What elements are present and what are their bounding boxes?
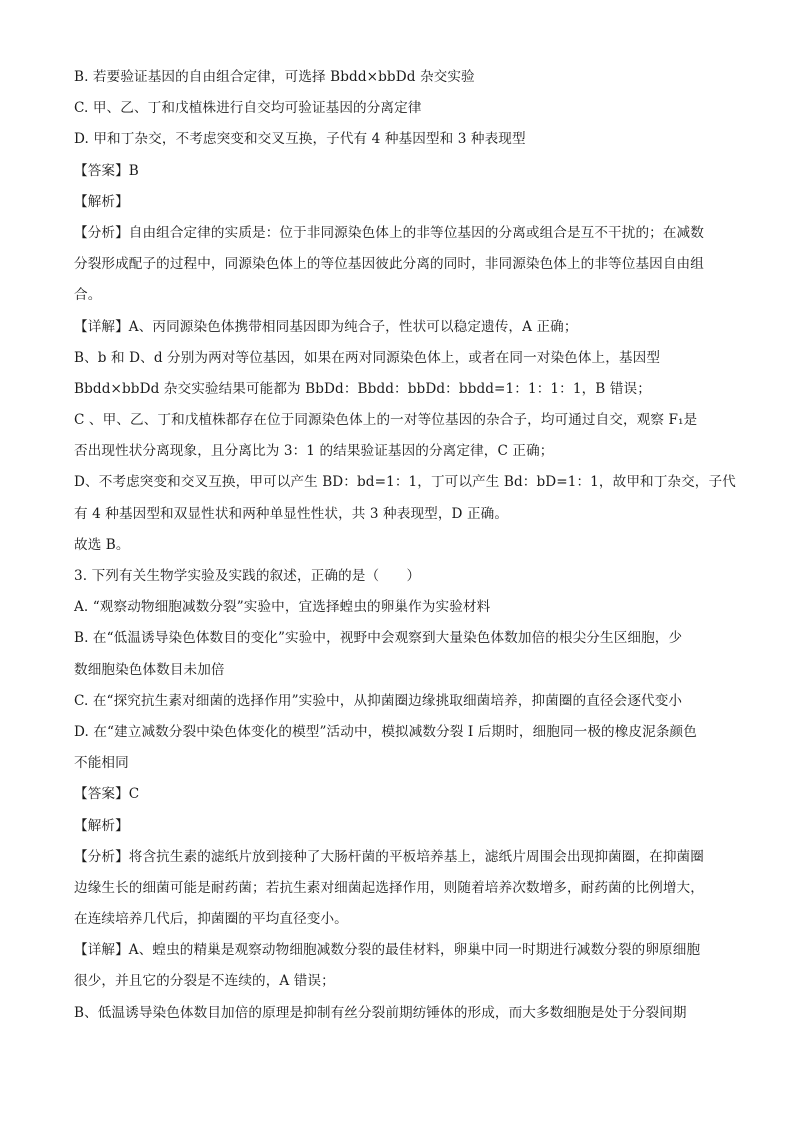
detail-paragraph-line: B、b 和 D、d 分别为两对等位基因，如果在两对同源染色体上，或者在同一对染色体上，基因型	[74, 349, 661, 366]
option-b-text: B. 若要验证基因的自由组合定律，可选择 Bbdd×bbDd 杂交实验	[74, 69, 475, 85]
q3-analysis-paragraph-line: 边缘生长的细菌可能是耐药菌；若抗生素对细菌起选择作用，则随着培养次数增多，耐药菌的比例增大，	[74, 879, 704, 896]
detail-paragraph-line: 【详解】A、丙同源染色体携带相同基因即为纯合子，性状可以稳定遗传，A 正确；	[74, 318, 578, 335]
q3-option-d: D. 在“建立减数分裂中染色体变化的模型”活动中，模拟减数分裂 I 后期时，细胞同一极的橡皮泥条颜色	[74, 723, 697, 740]
q3-option-b: B. 在“低温诱导染色体数目的变化”实验中，视野中会观察到大量染色体数加倍的根尖分生区细胞，少	[74, 630, 683, 647]
detail-paragraph-line: Bbdd×bbDd 杂交实验结果可能都为 BbDd：Bbdd：bbDd：bbdd=1：1：1：1，B 错误；	[74, 380, 651, 397]
q3-answer-label: 【答案】C	[74, 786, 140, 803]
q3-analysis-paragraph-line: 【分析】将含抗生素的滤纸片放到接种了大肠杆菌的平板培养基上，滤纸片周围会出现抑菌圈，在抑菌圈	[74, 848, 704, 865]
detail-paragraph-line: 有 4 种基因型和双显性状和两种单显性性状，共 3 种表现型，D 正确。	[74, 505, 509, 522]
option-c-text: C. 甲、乙、丁和戊植株进行自交均可验证基因的分离定律	[74, 100, 422, 117]
document-page	[74, 62, 736, 1029]
analysis-paragraph-line: 【分析】自由组合定律的实质是：位于非同源染色体上的非等位基因的分离或组合是互不干扰的；在减数	[74, 224, 704, 241]
q3-analysis-label: 【解析】	[74, 817, 129, 834]
q3-detail-paragraph-line: B、低温诱导染色体数目加倍的原理是抑制有丝分裂前期纺锤体的形成，而大多数细胞是处于分裂间期	[74, 1004, 687, 1021]
q3-detail-paragraph-line: 【详解】A、蝗虫的精巢是观察动物细胞减数分裂的最佳材料，卵巢中同一时期进行减数分裂的卵原细胞	[74, 942, 701, 959]
detail-paragraph-line: D、不考虑突变和交叉互换，甲可以产生 BD：bd=1：1，丁可以产生 Bd：bD=1：1，故甲和丁杂交，子代	[74, 474, 736, 491]
option-d-text: D. 甲和丁杂交，不考虑突变和交叉互换，子代有 4 种基因型和 3 种表现型	[74, 131, 526, 148]
detail-paragraph-line: 否出现性状分离现象，且分离比为 3：1 的结果验证基因的分离定律，C 正确；	[74, 443, 554, 460]
q3-option-b-continued: 数细胞染色体数目未加倍	[74, 661, 225, 678]
analysis-paragraph-line: 分裂形成配子的过程中，同源染色体上的等位基因彼此分离的同时，非同源染色体上的非等位基因自由组	[74, 256, 704, 273]
detail-paragraph-line: C 、甲、乙、丁和戊植株都存在位于同源染色体上的一对等位基因的杂合子，均可通过自交，观察 F₁是	[74, 412, 698, 429]
q3-detail-paragraph-line: 很少，并且它的分裂是不连续的，A 错误；	[74, 973, 335, 990]
conclusion-text: 故选 B。	[74, 536, 130, 553]
q3-option-a: A. “观察动物细胞减数分裂”实验中，宜选择蝗虫的卵巢作为实验材料	[74, 599, 491, 616]
q3-analysis-paragraph-line: 在连续培养几代后，抑菌圈的平均直径变小。	[74, 911, 348, 928]
analysis-paragraph-line: 合。	[74, 287, 102, 304]
q3-option-d-continued: 不能相同	[74, 755, 129, 772]
q3-option-c: C. 在“探究抗生素对细菌的选择作用”实验中，从抑菌圈边缘挑取细菌培养，抑菌圈的直径会逐代变小	[74, 692, 683, 709]
answer-label: 【答案】B	[74, 162, 139, 179]
question-3-stem: 3. 下列有关生物学实验及实践的叙述，正确的是（ ）	[74, 568, 421, 584]
analysis-label: 【解析】	[74, 193, 129, 210]
